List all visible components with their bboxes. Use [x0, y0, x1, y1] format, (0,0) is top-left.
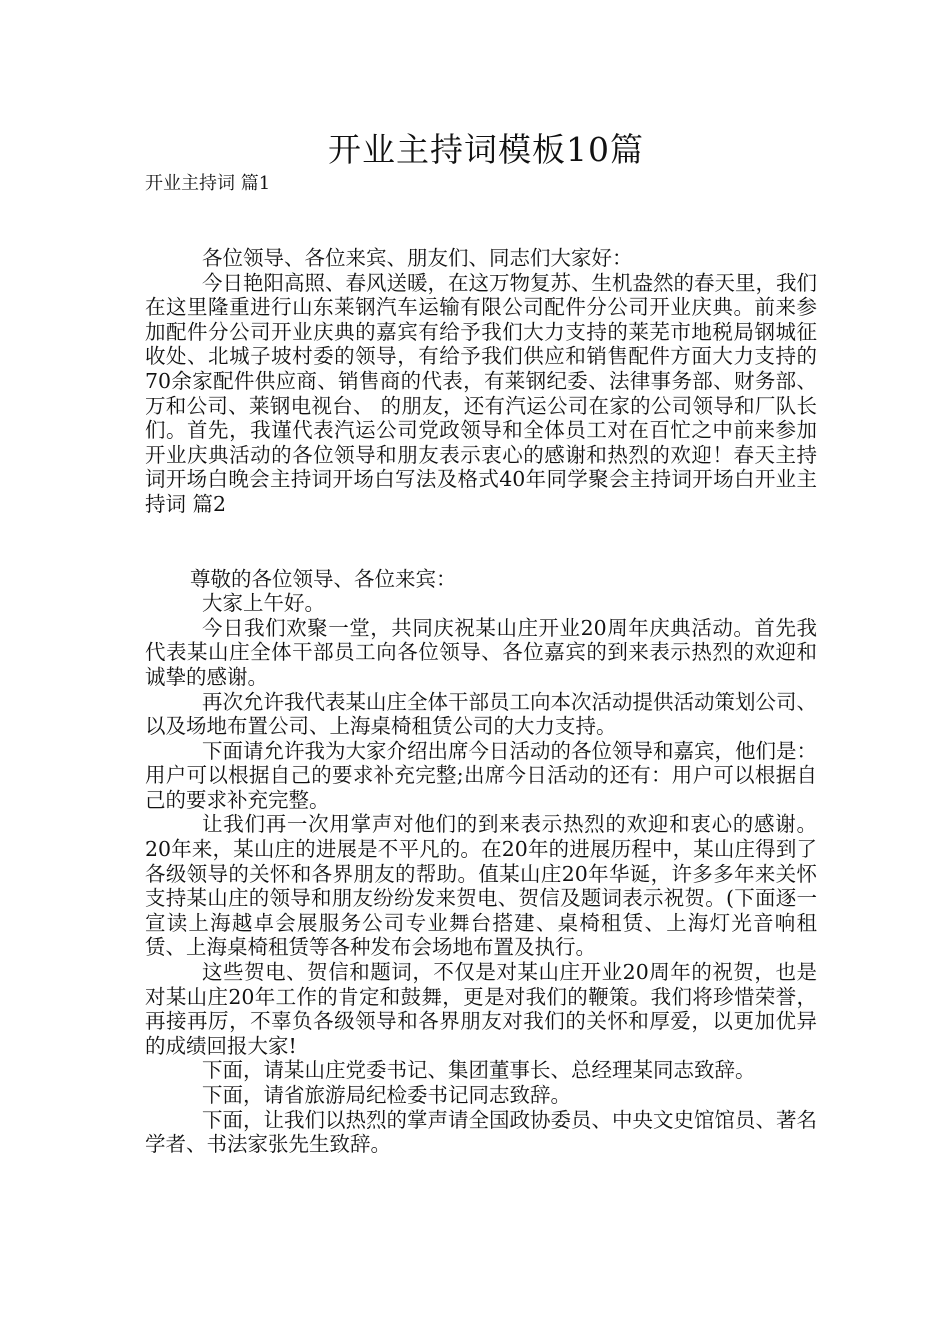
body-paragraph: 下面，请某山庄党委书记、集团董事长、总经理某同志致辞。 [202, 1058, 756, 1083]
section-heading: 开业主持词 篇1 [145, 173, 271, 194]
document-title: 开业主持词模板10篇 [328, 130, 644, 169]
spacer [145, 196, 817, 246]
body-paragraph: 下面，让我们以热烈的掌声请全国政协委员、中央文史馆馆员、著名学者、书法家张先生致辞。 [145, 1107, 817, 1157]
body-paragraph: 这些贺电、贺信和题词，不仅是对某山庄开业20周年的祝贺，也是对某山庄20年工作的肯定和鼓舞，更是对我们的鞭策。我们将珍惜荣誉，再接再厉，不辜负各级领导和各界朋友对我们的关怀和厚爱，以更加优异的成绩回报大家! [145, 960, 817, 1058]
body-paragraph: 下面，请省旅游局纪检委书记同志致辞。 [202, 1083, 571, 1107]
greeting-paragraph: 各位领导、各位来宾、朋友们、同志们大家好： [202, 246, 633, 270]
body-paragraph: 今日我们欢聚一堂，共同庆祝某山庄开业20周年庆典活动。首先我代表某山庄全体干部员工向各位领导、各位嘉宾的到来表示热烈的欢迎和诚挚的感谢。 [145, 615, 817, 689]
body-paragraph: 今日艳阳高照、春风送暖，在这万物复苏、生机盎然的春天里，我们在这里隆重进行山东莱钢汽车运输有限公司配件分公司开业庆典。前来参加配件分公司开业庆典的嘉宾有给予我们大力支持的莱芜市地税局钢城征收处、北城子坡村委的领导，有给予我们供应和销售配件方面大力支持的70余家配件供应商、销售商的代表，有莱钢纪委、法律事务部、财务部、万和公司、莱钢电视台、 的朋友，还有汽运公司在家的公司领导和厂队长们。首先，我谨代表汽运公司党政领导和全体员工对在百忙之中前来参加开业庆典活动的各位领导和朋友表示衷心的感谢和热烈的欢迎！春天主持词开场白晚会主持词开场白写法及格式40年同学聚会主持词开场白开业主持词 篇2 [145, 270, 817, 516]
greeting-paragraph: 尊敬的各位领导、各位来宾： [190, 566, 457, 591]
document-page [145, 128, 817, 1157]
body-paragraph: 大家上午好。 [202, 591, 325, 616]
spacer [145, 517, 817, 567]
body-paragraph: 让我们再一次用掌声对他们的到来表示热烈的欢迎和衷心的感谢。 20年来，某山庄的进展是不平凡的。在20年的进展历程中，某山庄得到了各级领导的关怀和各界朋友的帮助。值某山庄20年华诞，许多多年来关怀支持某山庄的领导和朋友纷纷发来贺电、贺信及题词表示祝贺。(下面逐一宣读上海越卓会展服务公司专业舞台搭建、桌椅租赁、上海灯光音响租赁、上海桌椅租赁等各种发布会场地布置及执行。 [145, 812, 817, 960]
body-paragraph: 下面请允许我为大家介绍出席今日活动的各位领导和嘉宾，他们是：用户可以根据自己的要求补充完整;出席今日活动的还有：用户可以根据自己的要求补充完整。 [145, 738, 817, 812]
body-paragraph: 再次允许我代表某山庄全体干部员工向本次活动提供活动策划公司、以及场地布置公司、上海桌椅租赁公司的大力支持。 [145, 689, 817, 739]
